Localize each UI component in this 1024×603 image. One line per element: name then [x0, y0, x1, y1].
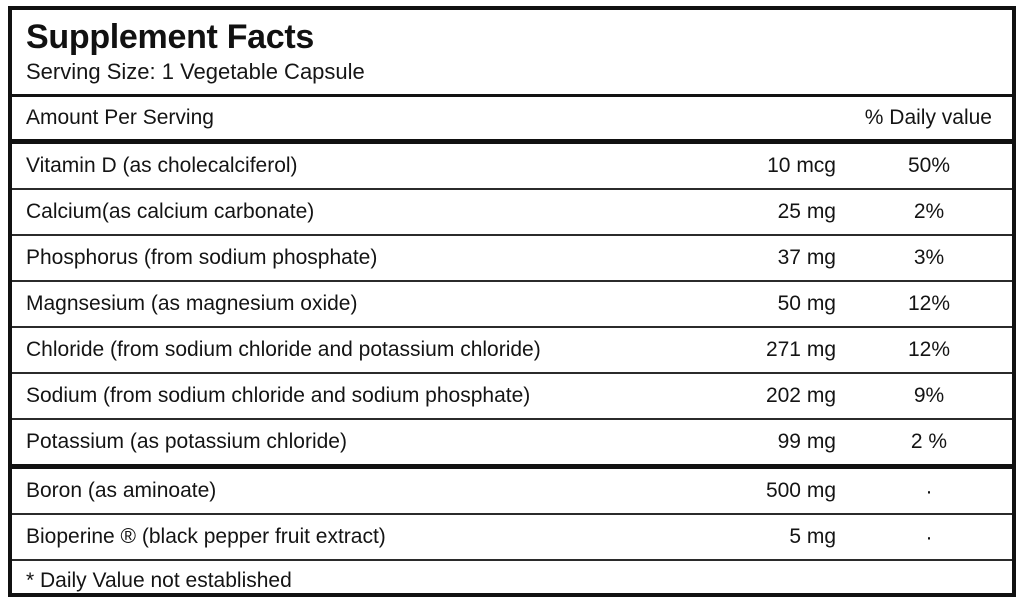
- nutrient-daily-value: 50%: [907, 154, 951, 177]
- nutrient-name: Calcium(as calcium carbonate): [26, 200, 315, 223]
- footnote-text: * Daily Value not established: [26, 569, 292, 592]
- nutrient-amount: 99 mg: [777, 430, 836, 453]
- nutrient-name: Phosphorus (from sodium phosphate): [26, 246, 378, 269]
- nutrient-name: Potassium (as potassium chloride): [26, 430, 347, 453]
- table-row: [12, 282, 1012, 326]
- supplement-facts-box: [8, 6, 1016, 597]
- table-row: [12, 515, 1012, 559]
- label-header: [12, 10, 1012, 94]
- table-header-row: [12, 97, 1012, 139]
- table-row: [12, 420, 1012, 464]
- nutrient-amount: 271 mg: [765, 338, 836, 361]
- nutrient-amount: 25 mg: [777, 200, 836, 223]
- nutrient-amount: 10 mcg: [767, 154, 836, 177]
- nutrient-daily-value: 12%: [907, 292, 951, 315]
- table-row: [12, 328, 1012, 372]
- nutrient-amount: 500 mg: [765, 479, 836, 502]
- nutrient-daily-value: 3%: [913, 246, 945, 269]
- nutrient-daily-value: 2 %: [910, 430, 948, 453]
- nutrition-table: [12, 97, 1012, 593]
- nutrient-amount: 5 mg: [789, 525, 836, 548]
- table-row: [12, 144, 1012, 188]
- table-row: [12, 190, 1012, 234]
- nutrient-name: Magnsesium (as magnesium oxide): [26, 292, 358, 315]
- nutrient-name: Vitamin D (as cholecalciferol): [26, 154, 298, 177]
- table-row: [12, 469, 1012, 513]
- column-header-amount-per-serving: Amount Per Serving: [26, 106, 214, 129]
- nutrient-daily-value: 2%: [913, 200, 945, 223]
- table-row: [12, 374, 1012, 418]
- nutrient-name: Boron (as aminoate): [26, 479, 217, 502]
- serving-size-text: Serving Size: 1 Vegetable Capsule: [26, 59, 365, 85]
- nutrient-amount: 50 mg: [777, 292, 836, 315]
- table-row: [12, 236, 1012, 280]
- nutrient-amount: 37 mg: [777, 246, 836, 269]
- page-title: Supplement Facts: [26, 18, 315, 56]
- nutrient-name: Sodium (from sodium chloride and sodium phosphate): [26, 384, 531, 407]
- nutrient-daily-value: 12%: [907, 338, 951, 361]
- column-header-daily-value: % Daily value: [864, 106, 992, 129]
- nutrient-daily-value: ·: [925, 479, 933, 503]
- nutrient-daily-value: 9%: [913, 384, 945, 407]
- nutrient-name: Chloride (from sodium chloride and potassium chloride): [26, 338, 541, 361]
- nutrient-name: Bioperine ® (black pepper fruit extract): [26, 525, 386, 548]
- nutrient-amount: 202 mg: [765, 384, 836, 407]
- nutrient-daily-value: ·: [925, 525, 933, 549]
